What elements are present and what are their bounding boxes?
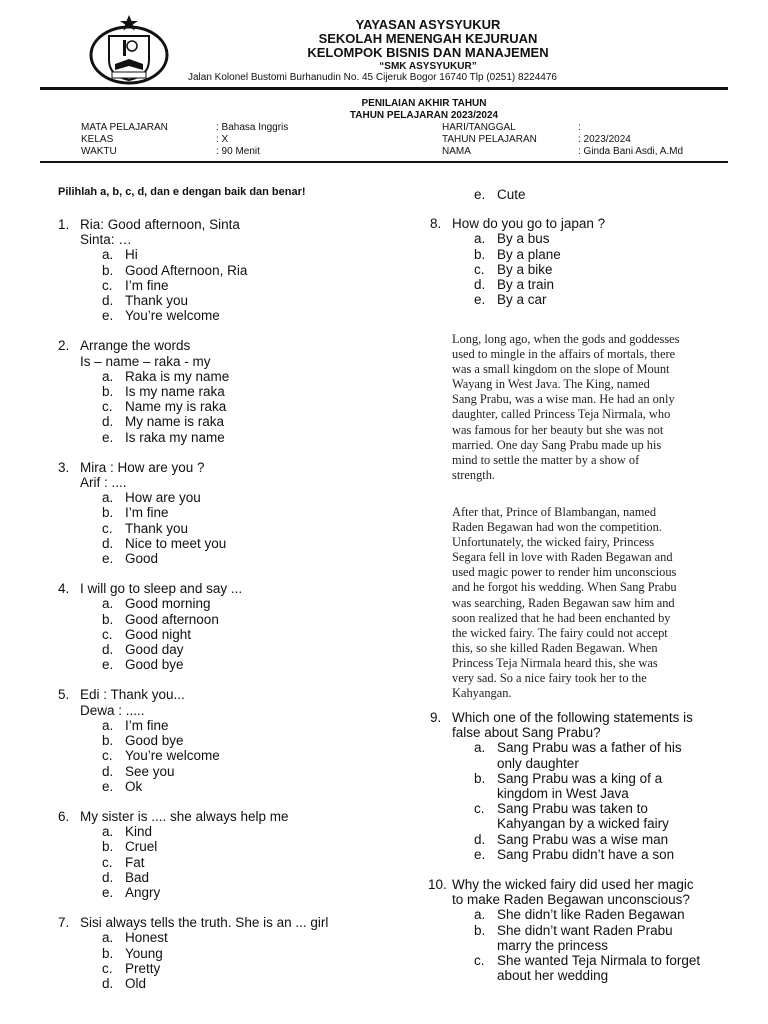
question-10 <box>430 877 750 983</box>
question-text: to make Raden Begawan unconscious? <box>452 892 690 908</box>
option-c: c. You’re welcome <box>102 748 220 764</box>
option-a: a. How are you <box>102 490 201 506</box>
info-label: NAMA <box>442 146 471 157</box>
question-7 <box>58 915 408 991</box>
option-a: a. I’m fine <box>102 717 169 733</box>
info-value: : <box>578 122 581 133</box>
question-text: Sisi always tells the truth. She is an ... girl <box>80 915 329 931</box>
option-b: b. Young <box>102 945 163 961</box>
passage-line: soon realized that he had been enchanted by <box>452 610 671 625</box>
question-number: 10. <box>428 877 447 893</box>
option-e: e. Ok <box>102 778 143 794</box>
question-6 <box>58 809 408 900</box>
passage-line: Sang Prabu, was a wise man. He had an only <box>452 392 675 407</box>
option-c-cont: Kahyangan by a wicked fairy <box>497 816 669 832</box>
option-e: e. Angry <box>102 884 161 900</box>
question-2 <box>58 338 408 444</box>
instruction: Pilihlah a, b, c, d, dan e dengan baik dan benar! <box>58 186 306 198</box>
school-address: Jalan Kolonel Bustomi Burhanudin No. 45 Cijeruk Bogor 16740 Tlp (0251) 8224476 <box>188 72 557 83</box>
info-left-labels <box>81 122 168 158</box>
option-b: b. By a plane <box>474 246 561 262</box>
question-text: Arrange the words <box>80 338 191 354</box>
school-name: SEKOLAH MENENGAH KEJURUAN <box>318 31 538 46</box>
option-d: d. Nice to meet you <box>102 535 227 551</box>
option-e: e. You’re welcome <box>102 308 220 324</box>
info-value: : 90 Menit <box>216 146 260 157</box>
question-text: Which one of the following statements is <box>452 710 693 725</box>
question-text: false about Sang Prabu? <box>452 725 601 741</box>
question-subline: Dewa : ..... <box>80 702 145 718</box>
passage-line: Wayang in West Java. The King, named <box>452 377 650 392</box>
question-number: 2. <box>58 338 70 354</box>
option-b: b. I’m fine <box>102 505 169 521</box>
passage-line: and he forgot his wedding. When Sang Prabu <box>452 580 677 595</box>
question-number: 3. <box>58 459 70 475</box>
info-value: : Ginda Bani Asdi, A.Md <box>578 146 684 157</box>
question-subline: Sinta: … <box>80 232 132 248</box>
option-c: c. She wanted Teja Nirmala to forget <box>474 953 701 969</box>
option-a: a. Kind <box>102 824 153 840</box>
passage-line: this, so she killed Raden Begawan. When <box>452 640 658 655</box>
info-value: : 2023/2024 <box>578 134 631 145</box>
question-number: 4. <box>58 581 70 597</box>
passage-line: was a small kingdom on the slope of Mount <box>452 362 670 377</box>
option-d: d. Old <box>102 975 147 991</box>
passage-line: very sad. So a nice fairy took her to the <box>452 671 647 686</box>
question-number: 9. <box>430 710 442 725</box>
option-c: c. Fat <box>102 854 145 870</box>
school-nickname: “SMK ASYSYUKUR” <box>379 61 477 72</box>
question-text: My sister is .... she always help me <box>80 808 289 824</box>
passage-line: Raden Begawan had won the competition. <box>452 520 662 535</box>
passage-line: was searching, Raden Begawan saw him and <box>452 595 675 610</box>
option-d: d. Good day <box>102 642 184 658</box>
info-left-values <box>216 122 288 158</box>
info-label: MATA PELAJARAN <box>81 122 168 133</box>
question-1 <box>58 217 408 323</box>
question-5 <box>58 687 408 793</box>
passage-line: Kahyangan. <box>452 686 512 701</box>
question-number: 5. <box>58 687 70 703</box>
right-question-column <box>430 187 750 307</box>
passage-line: the wicked fairy. The fairy could not accept <box>452 625 668 640</box>
question-number: 6. <box>58 808 70 824</box>
option-a: a. She didn’t like Raden Begawan <box>474 907 685 923</box>
passage-line: Segara fell in love with Raden Begawan and <box>452 550 673 565</box>
option-c: c. Thank you <box>102 520 189 536</box>
passage-line: mind to settle the matter by a show of <box>452 452 640 467</box>
info-divider <box>40 161 728 163</box>
option-e: e. By a car <box>474 292 547 308</box>
option-b: b. Good Afternoon, Ria <box>102 262 248 278</box>
school-logo <box>88 14 170 86</box>
option-b: b. Sang Prabu was a king of a <box>474 770 663 786</box>
option-c: c. Good night <box>102 626 192 642</box>
info-label: WAKTU <box>81 146 117 157</box>
option-d: d. My name is raka <box>102 414 225 430</box>
question-text: Why the wicked fairy did used her magic <box>452 877 694 893</box>
info-value: : Bahasa Inggris <box>216 122 289 133</box>
exam-year: TAHUN PELAJARAN 2023/2024 <box>349 110 499 121</box>
option-c: c. Pretty <box>102 960 161 976</box>
question-text: I will go to sleep and say ... <box>80 581 243 597</box>
passage-line: used magic power to render him unconscious <box>452 565 677 580</box>
exam-title: PENILAIAN AKHIR TAHUN <box>361 98 487 109</box>
option-a: a. Honest <box>102 930 168 946</box>
question-number: 8. <box>430 216 442 232</box>
option-b: b. She didn’t want Raden Prabu <box>474 922 673 938</box>
passage-line: After that, Prince of Blambangan, named <box>452 505 657 519</box>
passage-line: daughter, called Princess Teja Nirmala, who <box>452 407 671 422</box>
reading-passage-p1 <box>452 332 679 483</box>
option-c: c. Sang Prabu was taken to <box>474 801 648 817</box>
option-b: b. Good bye <box>102 733 184 749</box>
option-b: b. Cruel <box>102 839 158 855</box>
foundation-name: YAYASAN ASYSYUKUR <box>355 17 501 32</box>
passage-line: strength. <box>452 467 496 482</box>
option-c: c. I’m fine <box>102 277 169 293</box>
option-d: d. By a train <box>474 277 555 293</box>
info-right-values <box>578 122 683 158</box>
info-label: KELAS <box>81 134 114 145</box>
option-b: b. Good afternoon <box>102 611 219 627</box>
header-divider <box>40 87 728 90</box>
option-a: a. Hi <box>102 247 138 263</box>
option-e: e. Good <box>102 551 159 567</box>
info-right-labels <box>442 122 537 158</box>
option-a-cont: only daughter <box>497 755 579 771</box>
option-a: a. By a bus <box>474 231 550 247</box>
right-question-column-lower <box>430 710 750 983</box>
question-number: 1. <box>58 217 70 232</box>
passage-line: married. One day Sang Prabu made up his <box>452 437 662 452</box>
option-c: c. By a bike <box>474 261 553 277</box>
option-a: a. Raka is my name <box>102 368 230 384</box>
option-b-cont: marry the princess <box>497 937 609 953</box>
question-subline: Arif : .... <box>80 475 127 491</box>
passage-line: Long, long ago, when the gods and goddesses <box>452 332 680 346</box>
question-text: Edi : Thank you... <box>80 687 185 703</box>
business-group: KELOMPOK BISNIS DAN MANAJEMEN <box>307 45 549 60</box>
option-c-cont: about her wedding <box>497 968 609 984</box>
reading-passage-p2 <box>452 505 677 701</box>
option-c: c. Name my is raka <box>102 399 227 415</box>
passage-line: Princess Teja Nirmala heard this, she was <box>452 655 658 670</box>
question-subline: Is – name – raka - my <box>80 353 211 369</box>
option-e: e. Good bye <box>102 657 184 673</box>
option-e: e. Is raka my name <box>102 429 225 445</box>
option-d: d. See you <box>102 763 175 779</box>
question-4 <box>58 581 408 672</box>
question-8 <box>430 216 750 307</box>
left-question-column <box>58 217 408 991</box>
info-label: HARI/TANGGAL <box>442 122 516 133</box>
option-d: d. Sang Prabu was a wise man <box>474 831 669 847</box>
passage-line: used to mingle in the affairs of mortals, there <box>452 347 676 362</box>
option-e: e. Cute <box>474 187 526 202</box>
passage-line: was famous for her beauty but she was not <box>452 422 664 437</box>
question-text: Ria: Good afternoon, Sinta <box>80 217 240 232</box>
question-9 <box>430 710 750 862</box>
question-3 <box>58 460 408 566</box>
option-a: a. Sang Prabu was a father of his <box>474 740 682 756</box>
option-d: d. Thank you <box>102 293 189 309</box>
option-a: a. Good morning <box>102 596 211 612</box>
info-label: TAHUN PELAJARAN <box>442 134 537 145</box>
question-number: 7. <box>58 915 70 931</box>
question-text: Mira : How are you ? <box>80 459 205 475</box>
option-b-cont: kingdom in West Java <box>497 786 629 802</box>
option-b: b. Is my name raka <box>102 384 225 400</box>
option-d: d. Bad <box>102 869 150 885</box>
option-e: e. Sang Prabu didn’t have a son <box>474 846 675 862</box>
question-text: How do you go to japan ? <box>452 216 606 232</box>
info-value: : X <box>216 134 229 145</box>
passage-line: Unfortunately, the wicked fairy, Princess <box>452 535 655 550</box>
